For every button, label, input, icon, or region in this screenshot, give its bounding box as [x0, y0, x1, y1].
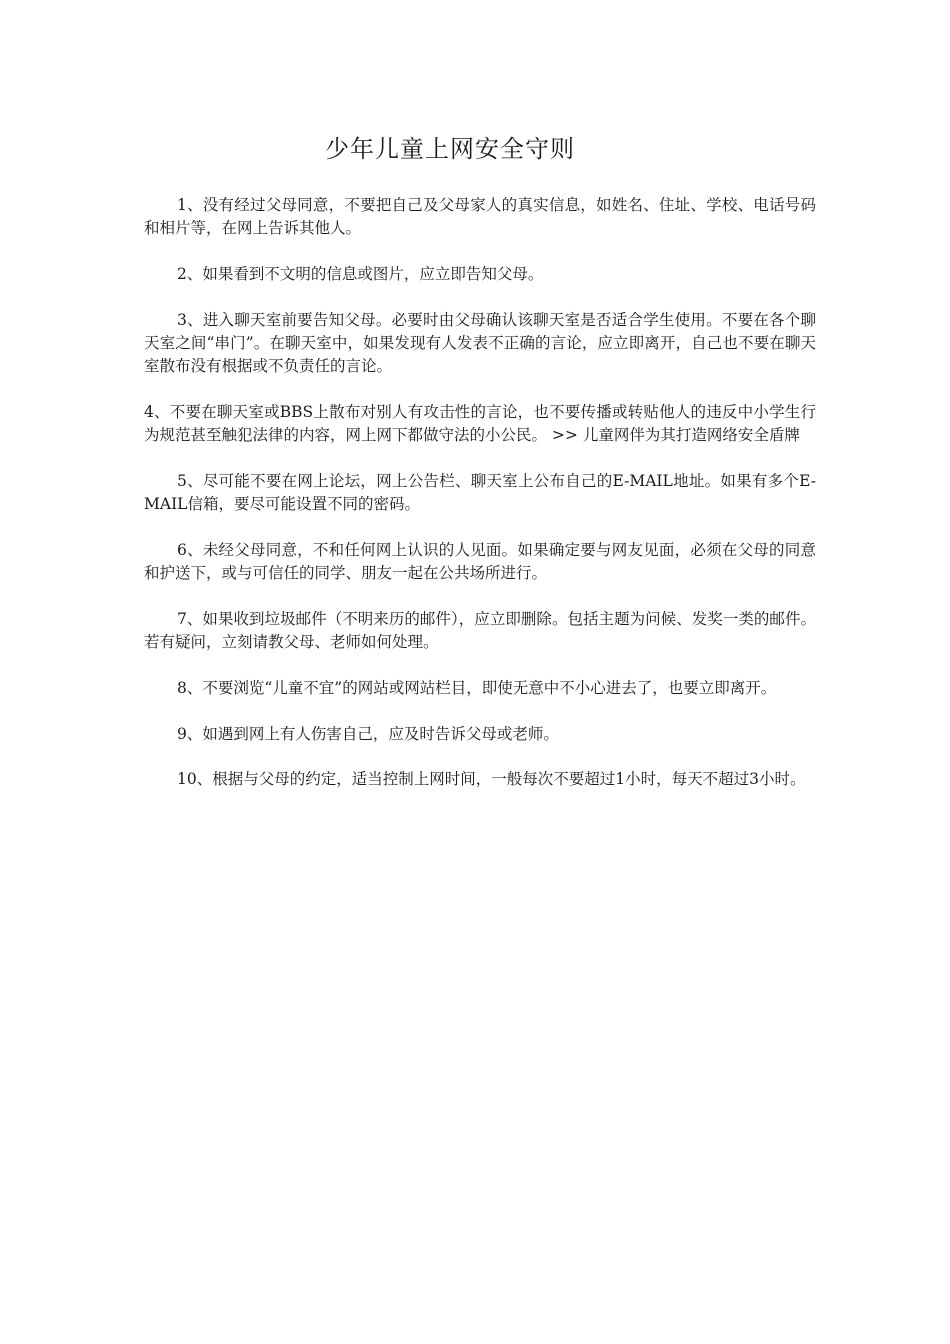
- rule-paragraph-6: 6、未经父母同意，不和任何网上认识的人见面。如果确定要与网友见面，必须在父母的同意和护送下，或与可信任的同学、朋友一起在公共场所进行。: [144, 541, 816, 583]
- rule-paragraph-3: 3、进入聊天室前要告知父母。必要时由父母确认该聊天室是否适合学生使用。不要在各个聊天室之间“串门”。在聊天室中，如果发现有人发表不正确的言论，应立即离开，自己也不要在聊天室散布没有根据或不负责任的言论。: [144, 310, 816, 376]
- rule-paragraph-8: 8、不要浏览“儿童不宜”的网站或网站栏目，即使无意中不小心进去了，也要立即离开。: [177, 679, 777, 697]
- rule-paragraph-7: 7、如果收到垃圾邮件（不明来历的邮件），应立即删除。包括主题为问候、发奖一类的邮件。若有疑问，立刻请教父母、老师如何处理。: [144, 610, 816, 652]
- rule-paragraph-9: 9、如遇到网上有人伤害自己，应及时告诉父母或老师。: [177, 724, 559, 743]
- rule-paragraph-5: 5、尽可能不要在网上论坛，网上公告栏、聊天室上公布自己的E-MAIL地址。如果有多个E-MAIL信箱，要尽可能设置不同的密码。: [144, 472, 816, 514]
- document-body: [144, 194, 816, 814]
- document-title: 少年儿童上网安全守则: [325, 135, 575, 163]
- rule-paragraph-10: 10、根据与父母的约定，适当控制上网时间，一般每次不要超过1小时，每天不超过3小时。: [177, 770, 806, 789]
- rule-paragraph-4: 4、不要在聊天室或BBS上散布对别人有攻击性的言论，也不要传播或转贴他人的违反中小学生行为规范甚至触犯法律的内容，网上网下都做守法的小公民。 >> 儿童网伴为其打造网络安全盾牌: [144, 403, 816, 445]
- rule-paragraph-1: 1、没有经过父母同意，不要把自己及父母家人的真实信息，如姓名、住址、学校、电话号码和相片等，在网上告诉其他人。: [144, 196, 816, 238]
- rule-paragraph-2: 2、如果看到不文明的信息或图片，应立即告知父母。: [177, 265, 544, 283]
